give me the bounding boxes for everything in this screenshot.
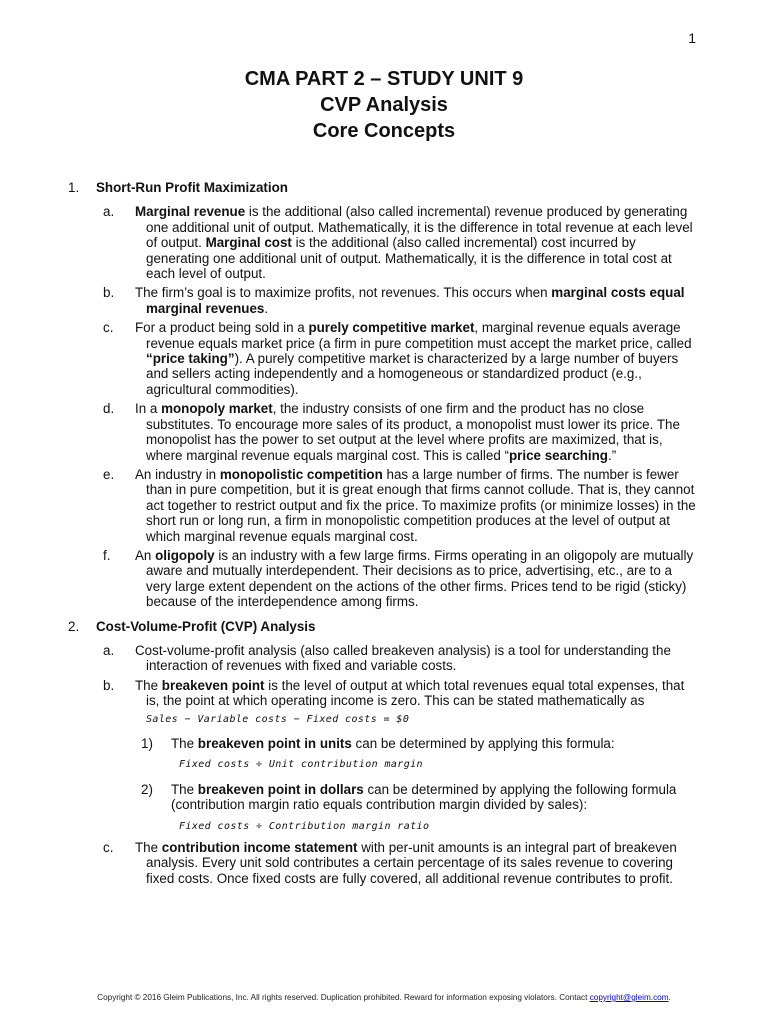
text-run: The [135,840,162,856]
item-letter: d. [103,401,115,417]
item-letter: a. [103,642,115,658]
footer-text: Copyright © 2016 Gleim Publications, Inc. All rights reserved. Duplication prohibited. Reward for information exposing violators. Contact [97,993,590,1002]
section-2 [68,619,698,887]
item-paragraph [135,467,698,544]
sub-item [68,782,698,834]
text-run: An industry in [135,466,220,482]
list-item [68,204,698,281]
document-body [68,180,698,895]
item-letter: b. [103,677,115,693]
bold-term: Marginal cost [205,235,292,251]
text-run: can be determined by applying this formula: [351,736,615,751]
list-item [68,840,698,886]
text-run: is an industry with a few large firms. Firms operating in an oligopoly are mutually aware and mutually interdependent. Their decisions as to price, advertising, etc., are to a very large extent dependent on the actions of the other firms. Prices tend to be rigid (sticky) because of the interdependence among firms. [146,547,694,610]
text-run: The [135,677,162,693]
sub-item-paragraph [171,736,698,751]
item-paragraph [135,320,698,397]
section-1 [68,180,698,610]
title-line-1: CMA PART 2 – STUDY UNIT 9 [244,68,524,90]
section-heading-text: Short-Run Profit Maximization [96,180,288,195]
text-run: .” [607,447,617,463]
text-run: , marginal revenue equals average revenue equals market price (a firm in pure competition must accept the market price, called [146,320,692,351]
item-letter: c. [103,320,114,336]
bold-term: price searching [508,447,608,463]
section-heading [68,180,698,195]
bold-term: breakeven point [161,677,265,693]
title-line-3: Core Concepts [312,120,456,142]
bold-term: Marginal revenue [135,204,246,220]
footer-email-link[interactable]: copyright@gleim.com [589,993,669,1002]
list-item [68,467,698,544]
list-item [68,285,698,316]
section-number: 1. [68,180,80,195]
list-item [68,678,698,727]
section-number: 2. [68,618,80,634]
page-number: 1 [688,30,696,46]
text-run: The [171,781,198,797]
list-item [68,320,698,397]
section-heading [68,619,698,634]
text-run: can be determined by applying the following formula (contribution margin ratio equals contribution margin divided by sales): [171,781,677,813]
bold-term: monopolistic competition [219,466,383,482]
text-run: Cost-volume-profit analysis (also called breakeven analysis) is a tool for understanding the interaction of revenues with fixed and variable costs. [135,642,671,674]
section-heading-text: Cost-Volume-Profit (CVP) Analysis [96,618,316,634]
document-title [0,66,768,144]
text-run: In a [135,401,162,417]
sub-item-number: 1) [141,736,153,751]
text-run: For a product being sold in a [135,320,309,336]
footer-end: . [668,993,671,1002]
text-run: The [171,736,198,751]
item-paragraph [135,285,698,316]
bold-term: oligopoly [155,547,215,563]
list-item [68,643,698,674]
text-run: The firm’s goal is to maximize profits, not revenues. This occurs when [135,285,552,301]
text-run: ). A purely competitive market is characterized by a large number of buyers and sellers acting independently and a homogeneous or standardized product (e.g., agricultural commodities). [146,351,679,397]
item-paragraph [135,643,698,674]
sub-item [68,736,698,773]
text-run: with per-unit amounts is an integral part of breakeven analysis. Every unit sold contributes a certain percentage of its sales revenue to covering fixed costs. Once fixed costs are fully covered, all additional revenue contributes to profit. [146,840,677,886]
copyright-footer [0,993,768,1002]
item-paragraph [135,401,698,463]
bold-term: contribution income statement [161,840,358,856]
formula: Sales − Variable costs − Fixed costs = $0 [146,713,410,725]
item-paragraph [135,204,698,281]
bold-term: breakeven point in units [197,736,352,751]
bold-term: marginal costs equal marginal revenues [146,285,685,316]
item-letter: c. [103,840,114,856]
item-letter: e. [103,466,115,482]
bold-term: breakeven point in dollars [197,781,364,797]
text-run: , the industry consists of one firm and the product has no close substitutes. To encourage more sales of its product, a monopolist must lower its price. The monopolist has the power to set output at the level where profits are maximized, that is, where marginal revenue equals marginal cost. This is called “ [146,401,680,463]
text-run: is the additional (also called incremental) cost incurred by generating one additional unit of output. Mathematically, it is the difference in total cost at each level of output. [146,235,672,282]
sub-item-paragraph [171,782,698,813]
item-paragraph [135,678,698,709]
item-paragraph [135,548,698,610]
text-run: has a large number of firms. The number is fewer than in pure competition, but it is great enough that firms cannot collude. That is, they cannot act together to restrict output and fix the price. To maximize profits (or minimize losses) in the short run or long run, a firm in monopolistic competition produces at the level of output at which marginal revenue equals marginal cost. [146,466,696,544]
list-item [68,401,698,463]
list-item [68,548,698,610]
text-run: An [135,547,156,563]
bold-term: purely competitive market [308,320,475,336]
text-run: is the level of output at which total revenues equal total expenses, that is, the point at which operating income is zero. This can be stated mathematically as [146,677,685,709]
sub-item-number: 2) [141,781,153,797]
bold-term: monopoly market [161,401,273,417]
bold-term: “price taking” [146,351,235,367]
item-letter: a. [103,204,115,220]
title-line-2: CVP Analysis [320,94,448,116]
item-letter: f. [103,547,111,563]
text-run: is the additional (also called incremental) revenue produced by generating one additional unit of output. Mathematically, it is the difference in total revenue at each level of output. [146,204,693,251]
formula: Fixed costs ÷ Contribution margin ratio [179,820,430,832]
formula: Fixed costs ÷ Unit contribution margin [179,759,423,771]
item-paragraph [135,840,698,886]
text-run: . [264,300,269,316]
item-letter: b. [103,285,115,301]
